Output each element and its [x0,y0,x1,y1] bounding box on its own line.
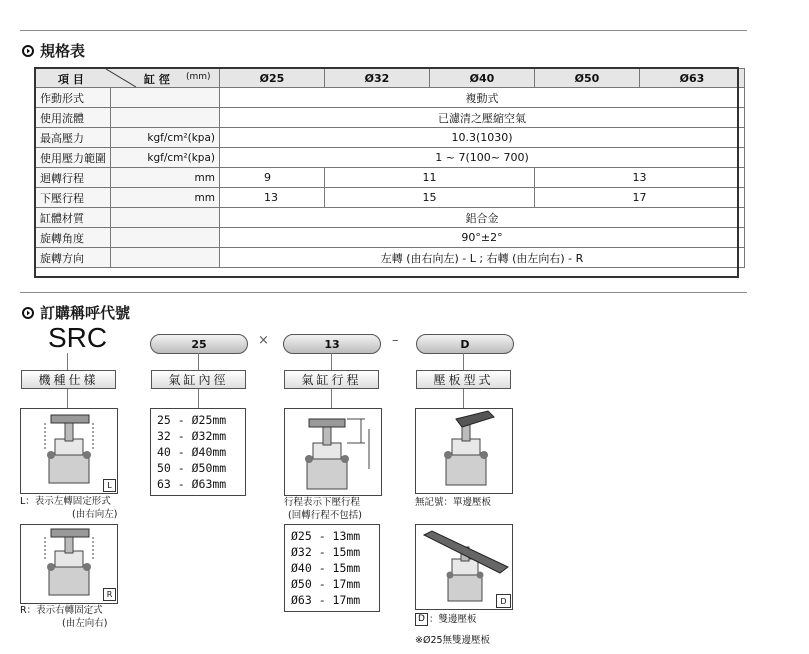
connector [463,389,464,409]
caption-stroke-line2: (回轉行程不包括) [288,510,362,521]
connector [198,353,199,371]
header-col: Ø40 [430,69,535,88]
bore-code-pill: 25 [150,334,248,354]
single-plate-drawing [415,408,513,494]
list-item: 25 - Ø25mm [157,413,227,427]
row-label: 使用壓力範圍 [36,148,111,168]
row-label: 使用流體 [36,108,111,128]
list-item: Ø32 - 15mm [291,545,361,559]
caption-L-line1: L：表示左轉固定形式 [20,496,111,507]
row-label: 缸體材質 [36,208,111,228]
caption-stroke-line1: 行程表示下壓行程 [284,497,361,508]
row-value: 90°±2° [220,228,745,248]
row-unit [111,248,220,268]
order-section-title [22,302,130,323]
spec-section-title [22,40,85,61]
header-col: Ø32 [325,69,430,88]
row-unit [111,108,220,128]
row-unit [111,208,220,228]
stroke-diagram-icon [285,409,381,495]
row-value: 13 [220,188,325,208]
tag-D-inline: D [415,613,428,626]
label-bore: 氣缸內徑 [151,370,246,389]
tag-R: R [103,588,116,601]
row-label: 旋轉角度 [36,228,111,248]
spec-header-row [36,69,745,88]
row-unit [111,88,220,108]
caption-double-plate [415,613,476,626]
caption-R-line1: R：表示右轉固定式 [20,605,103,616]
caption-single-plate: 無記號：單邊壓板 [415,497,492,508]
row-unit: mm [111,168,220,188]
table-row [36,88,745,108]
connector [67,389,68,409]
connector [67,353,68,371]
row-value: 17 [535,188,745,208]
header-bore-unit: (mm) [186,72,211,82]
row-value: 鋁合金 [220,208,745,228]
table-row [36,228,745,248]
list-item: Ø25 - 13mm [291,529,361,543]
list-item: Ø50 - 17mm [291,577,361,591]
list-item: 40 - Ø40mm [157,445,227,459]
model-code: SRC [48,322,108,353]
row-value: 已濾清之壓縮空氣 [220,108,745,128]
tag-L: L [103,479,116,492]
connector [198,389,199,409]
table-row [36,148,745,168]
label-model-spec: 機種仕樣 [21,370,116,389]
stroke-list [284,524,380,612]
header-item: 項 目 [58,73,84,86]
single-clamp-plate-icon [416,409,512,493]
spec-title: 規格表 [40,42,86,60]
stroke-code-pill: 13 [283,334,381,354]
mid-divider [20,292,747,293]
connector [463,353,464,371]
header-col: Ø25 [220,69,325,88]
top-divider [20,30,747,31]
header-bore: 缸 徑 [144,73,170,86]
double-plate-drawing [415,524,513,610]
label-plate-type: 壓板型式 [416,370,511,389]
list-item: 63 - Ø63mm [157,477,227,491]
list-item: Ø63 - 17mm [291,593,361,607]
caption-L-line2: (由右向左) [72,509,118,520]
order-title: 訂購稱呼代號 [40,304,131,322]
caption-double-text: ：雙邊壓板 [428,614,477,625]
caption-note: ※Ø25無雙邊壓板 [415,635,491,646]
row-unit: mm [111,188,220,208]
table-row [36,208,745,228]
list-item: 32 - Ø32mm [157,429,227,443]
dash-sign: – [392,333,399,348]
row-label: 旋轉方向 [36,248,111,268]
circle-arrow-icon [22,307,34,319]
row-label: 迴轉行程 [36,168,111,188]
connector [331,353,332,371]
table-row [36,128,745,148]
row-value: 9 [220,168,325,188]
row-label: 作動形式 [36,88,111,108]
stroke-drawing [284,408,382,496]
caption-R-line2: (由左向右) [62,618,108,629]
connector [331,389,332,409]
tag-D: D [496,594,511,608]
label-stroke: 氣缸行程 [284,370,379,389]
circle-arrow-icon [22,45,34,57]
spec-table [35,68,745,268]
row-value: 10.3(1030) [220,128,745,148]
plate-code-pill: D [416,334,514,354]
times-sign: × [258,333,269,348]
table-row [36,168,745,188]
row-label: 下壓行程 [36,188,111,208]
header-item-bore-cell [36,69,220,88]
table-row [36,188,745,208]
cylinder-right-drawing [20,524,118,604]
header-col: Ø63 [640,69,745,88]
header-col: Ø50 [535,69,640,88]
list-item: Ø40 - 15mm [291,561,361,575]
row-label: 最高壓力 [36,128,111,148]
row-value: 1 ~ 7(100~ 700) [220,148,745,168]
list-item: 50 - Ø50mm [157,461,227,475]
row-value: 15 [325,188,535,208]
table-row [36,108,745,128]
row-unit: kgf/cm²(kpa) [111,128,220,148]
row-value: 13 [535,168,745,188]
bore-list [150,408,246,496]
table-row [36,248,745,268]
row-value: 11 [325,168,535,188]
row-value: 左轉 (由右向左) - L ; 右轉 (由左向右) - R [220,248,745,268]
row-unit: kgf/cm²(kpa) [111,148,220,168]
row-value: 複動式 [220,88,745,108]
row-unit [111,228,220,248]
cylinder-left-drawing [20,408,118,494]
